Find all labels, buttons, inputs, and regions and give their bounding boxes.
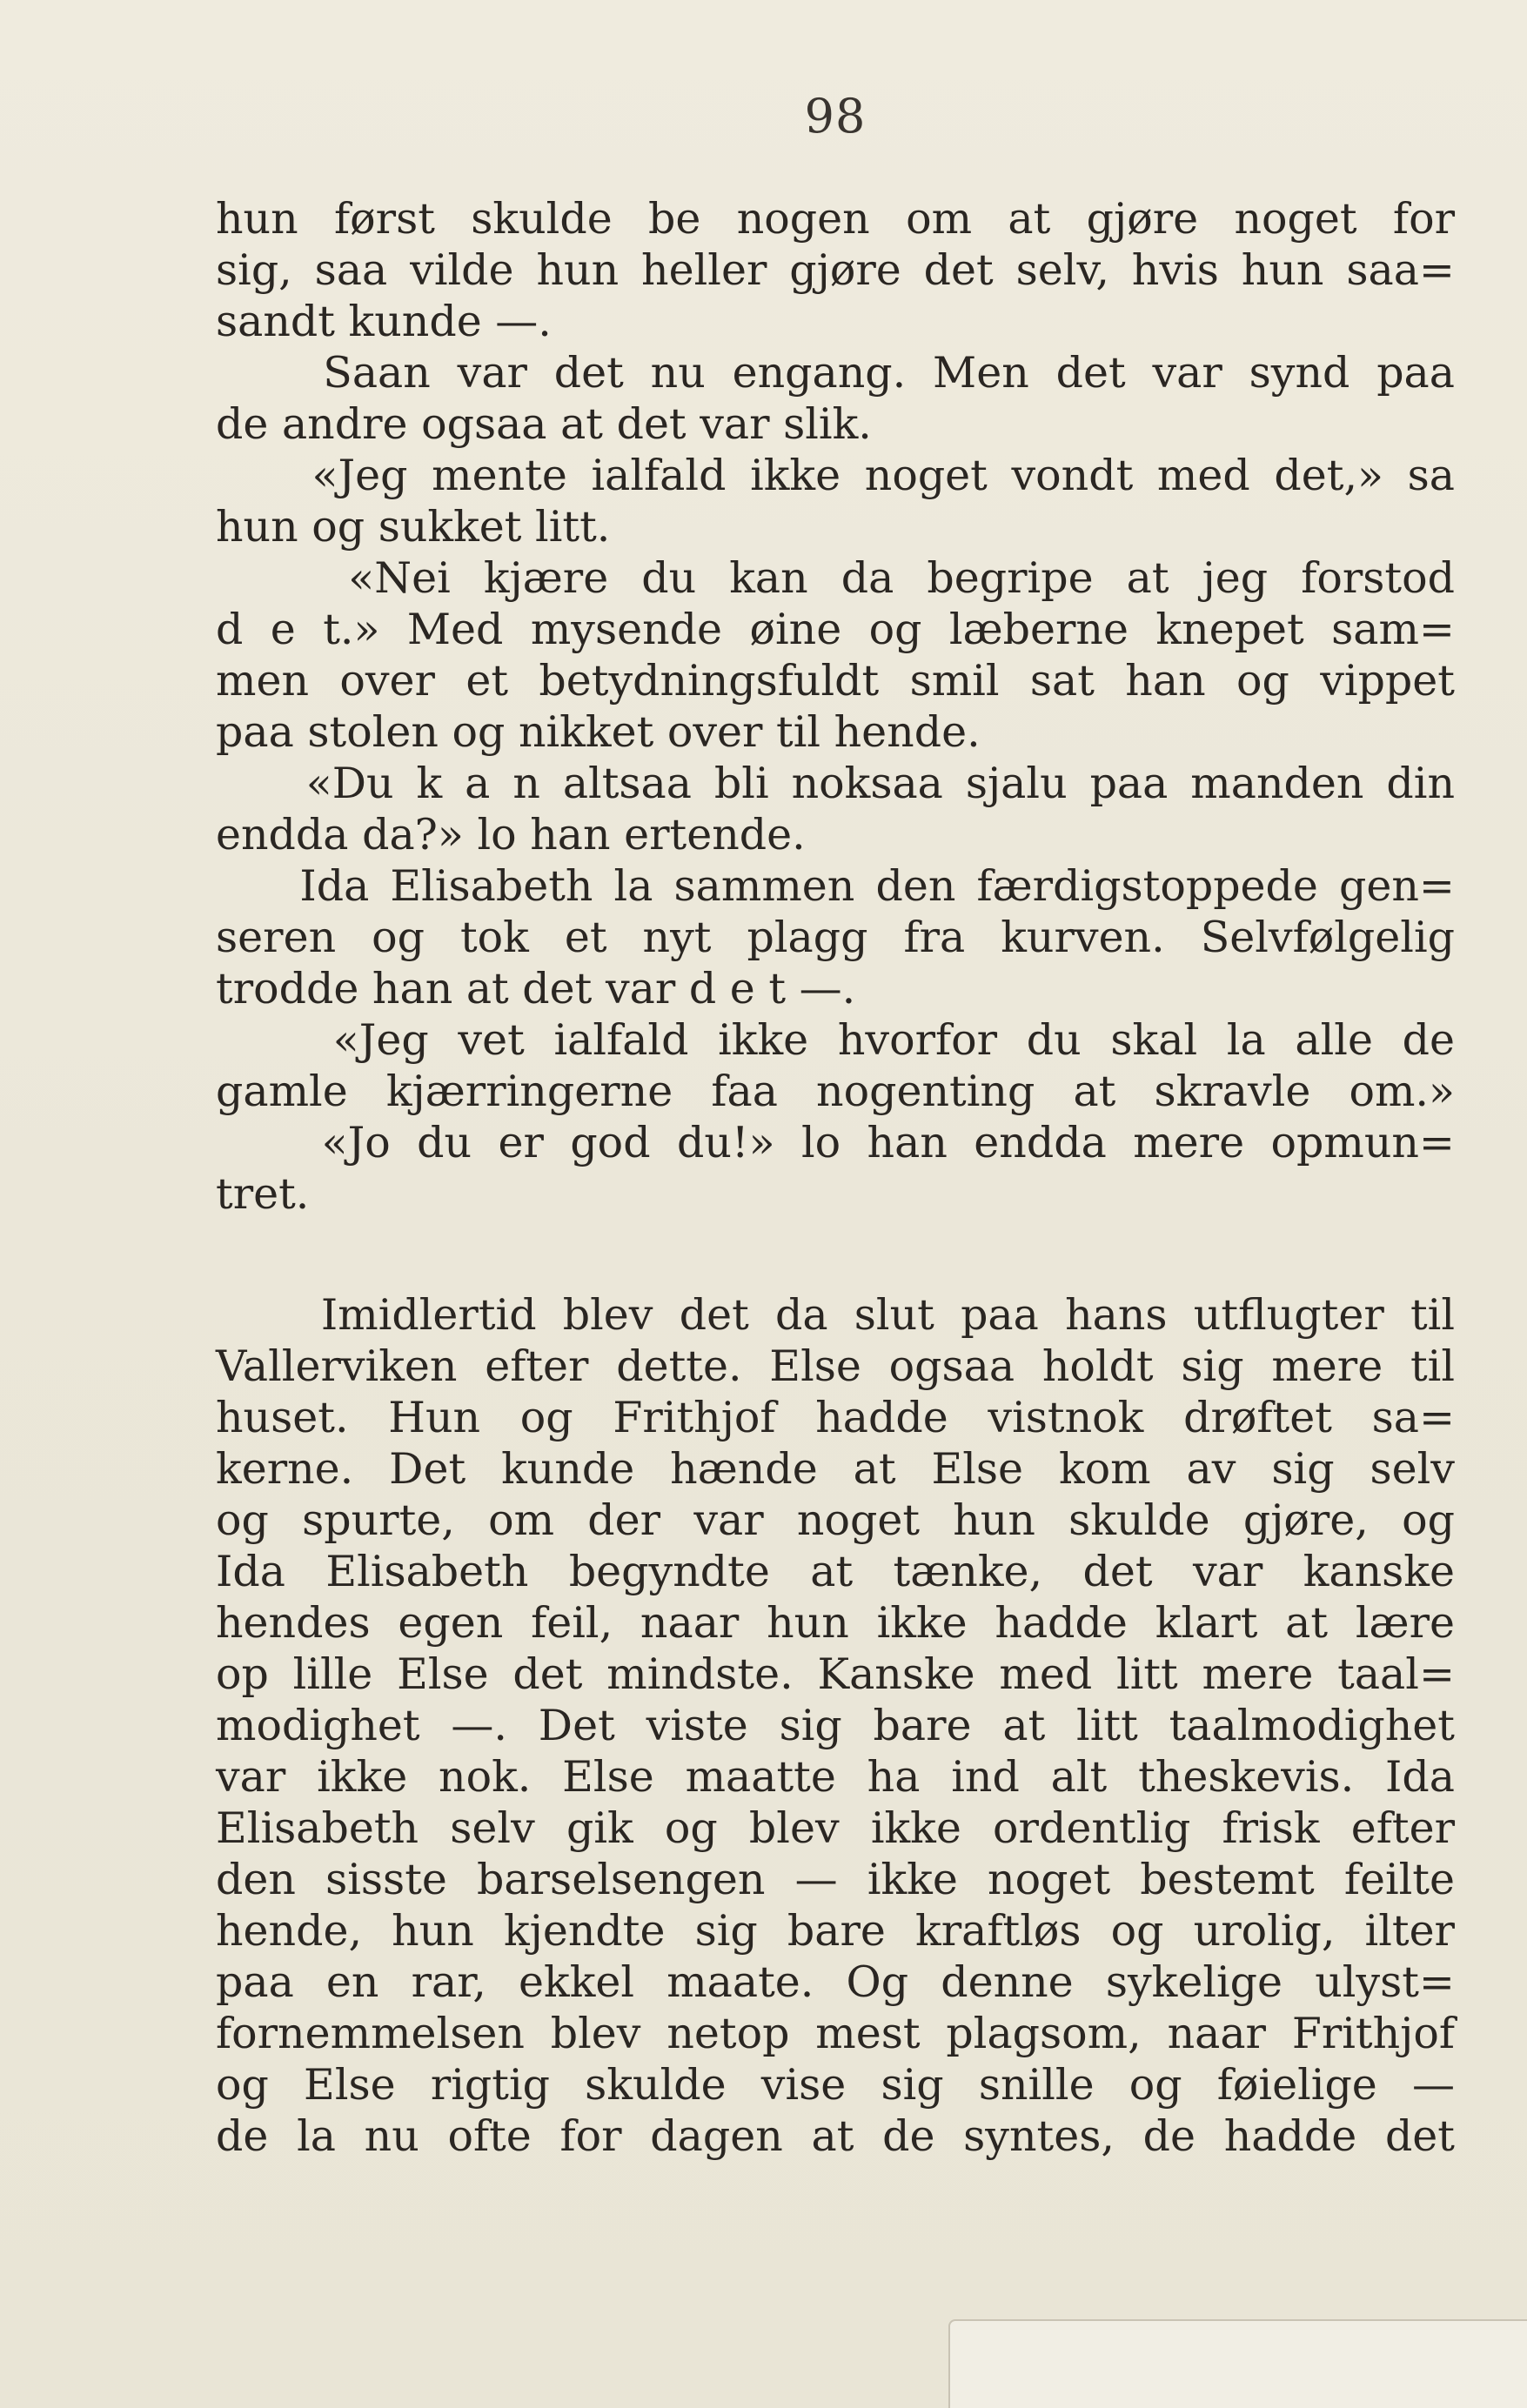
text-line: og Else rigtig skulde vise sig snille og føielige —	[216, 2060, 1455, 2110]
text-line: Saan var det nu engang. Men det var synd paa	[216, 348, 1455, 398]
page-number: 98	[804, 89, 867, 144]
text-line: Imidlertid blev det da slut paa hans utflugter til	[216, 1290, 1455, 1340]
text-line: modighet —. Det viste sig bare at litt taalmodighet	[216, 1701, 1455, 1750]
text-line: Vallerviken efter dette. Else ogsaa holdt sig mere til	[216, 1341, 1455, 1391]
text-line: de la nu ofte for dagen at de syntes, de hadde det	[216, 2111, 1455, 2161]
text-line: fornemmelsen blev netop mest plagsom, naar Frithjof	[216, 2009, 1455, 2058]
section-break	[216, 1220, 1455, 1289]
text-line: var ikke nok. Else maatte ha ind alt theskevis. Ida	[216, 1752, 1455, 1802]
text-line: «Jeg mente ialfald ikke noget vondt med det,» sa	[216, 451, 1455, 500]
text-line: og spurte, om der var noget hun skulde gjøre, og	[216, 1495, 1455, 1545]
text-line: Ida Elisabeth la sammen den færdigstoppede gen=	[216, 861, 1455, 911]
text-line: d e t.» Med mysende øine og læberne knepet sam=	[216, 605, 1455, 654]
text-line: hun først skulde be nogen om at gjøre noget for	[216, 194, 1455, 244]
text-line: men over et betydningsfuldt smil sat han og vippet	[216, 656, 1455, 706]
text-line: Elisabeth selv gik og blev ikke ordentlig frisk efter	[216, 1803, 1455, 1853]
text-line: trodde han at det var d e t —.	[216, 964, 856, 1013]
text-line: «Jeg vet ialfald ikke hvorfor du skal la alle de	[216, 1015, 1455, 1065]
text-line: paa stolen og nikket over til hende.	[216, 707, 981, 757]
text-line: paa en rar, ekkel maate. Og denne sykelige ulyst=	[216, 1957, 1455, 2007]
text-line: tret.	[216, 1169, 310, 1219]
text-line: endda da?» lo han ertende.	[216, 810, 806, 860]
text-line: hendes egen feil, naar hun ikke hadde klart at lære	[216, 1598, 1455, 1648]
text-line: «Jo du er god du!» lo han endda mere opmun=	[216, 1118, 1455, 1167]
text-line: huset. Hun og Frithjof hadde vistnok drøftet sa=	[216, 1393, 1455, 1442]
text-line: den sisste barselsengen — ikke noget bestemt feilte	[216, 1855, 1455, 1904]
text-line: sig, saa vilde hun heller gjøre det selv, hvis hun saa=	[216, 245, 1455, 295]
text-line: hun og sukket litt.	[216, 502, 611, 552]
text-line: op lille Else det mindste. Kanske med litt mere taal=	[216, 1649, 1455, 1699]
text-line: sandt kunde —.	[216, 297, 552, 346]
text-line: kerne. Det kunde hænde at Else kom av sig selv	[216, 1444, 1455, 1494]
text-line: «Du k a n altsaa bli noksaa sjalu paa manden din	[216, 759, 1455, 808]
text-line: «Nei kjære du kan da begripe at jeg forstod	[216, 553, 1455, 603]
text-line: de andre ogsaa at det var slik.	[216, 399, 872, 449]
text-line: gamle kjærringerne faa nogenting at skravle om.»	[216, 1067, 1455, 1116]
text-line: seren og tok et nyt plagg fra kurven. Selvfølgelig	[216, 913, 1455, 962]
text-line: hende, hun kjendte sig bare kraftløs og urolig, ilter	[216, 1906, 1455, 1956]
page-corner-edge	[948, 2319, 1527, 2408]
text-line: Ida Elisabeth begyndte at tænke, det var kanske	[216, 1547, 1455, 1596]
body-text	[216, 193, 1455, 2162]
